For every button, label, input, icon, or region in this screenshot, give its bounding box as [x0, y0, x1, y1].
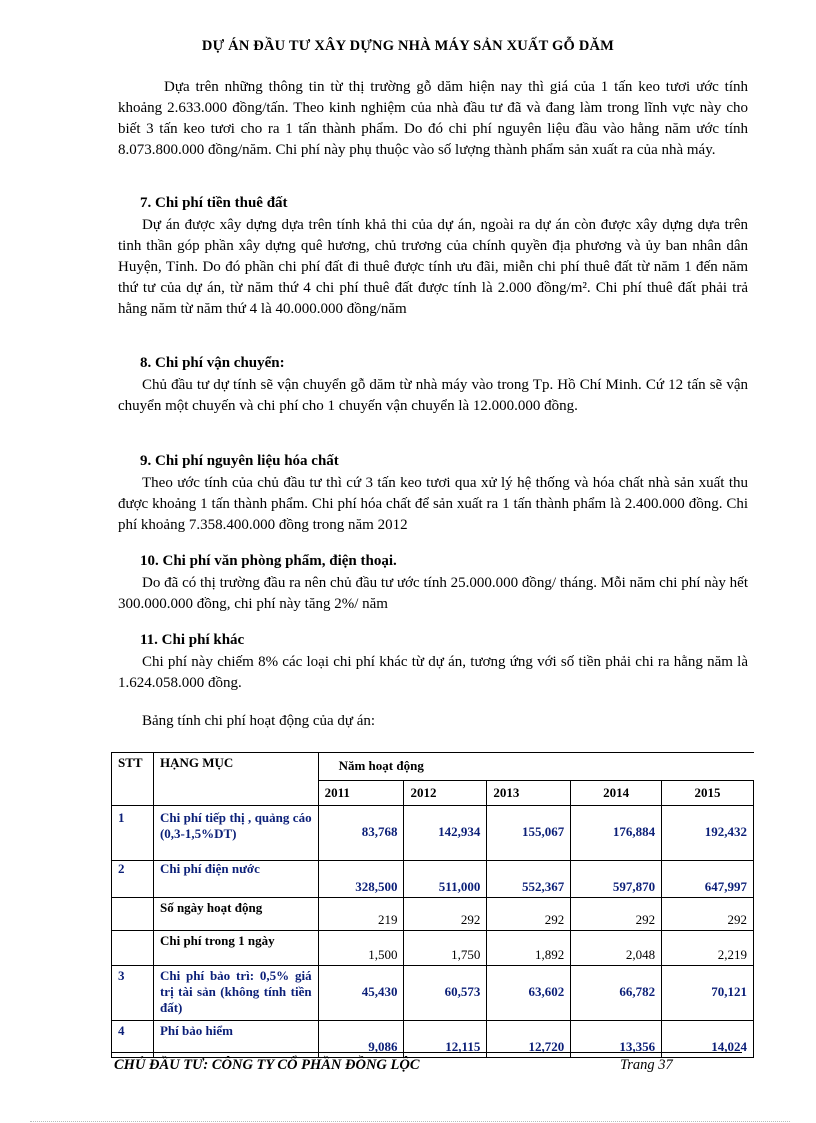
operating-cost-table — [111, 752, 754, 1058]
row-value: 63,602 — [487, 966, 571, 1021]
row-value: 155,067 — [487, 806, 571, 861]
row-value: 597,870 — [571, 861, 662, 898]
table-row — [112, 806, 754, 861]
row-value: 292 — [571, 898, 662, 931]
section-11-body: Chi phí này chiếm 8% các loại chi phí khác từ dự án, tương ứng với số tiền phải chi ra hằng năm là 1.624.058.000 đồng. — [118, 654, 748, 691]
row-value: 66,782 — [571, 966, 662, 1021]
row-value: 2,048 — [571, 931, 662, 966]
footer-investor: CHỦ ĐẦU TƯ: CÔNG TY CỔ PHẦN ĐỒNG LỘC — [114, 1057, 420, 1073]
row-value: 1,750 — [404, 931, 487, 966]
row-value: 219 — [318, 898, 404, 931]
page-edge-divider — [30, 1121, 790, 1122]
row-value: 70,121 — [662, 966, 754, 1021]
row-stt — [112, 898, 154, 931]
year-header: 2013 — [487, 780, 571, 805]
row-value: 1,500 — [318, 931, 404, 966]
row-value: 1,892 — [487, 931, 571, 966]
row-value: 45,430 — [318, 966, 404, 1021]
row-item: Số ngày hoạt động — [153, 898, 318, 931]
row-stt: 2 — [112, 861, 154, 898]
row-item: Chi phí bảo trì: 0,5% giá trị tài sản (không tính tiền đất) — [153, 966, 318, 1021]
footer-page-number: Trang 37 — [620, 1057, 673, 1073]
row-value: 142,934 — [404, 806, 487, 861]
row-value: 292 — [404, 898, 487, 931]
row-value: 552,367 — [487, 861, 571, 898]
row-value: 328,500 — [318, 861, 404, 898]
table-row — [112, 898, 754, 931]
row-stt — [112, 931, 154, 966]
row-item: Chi phí tiếp thị , quảng cáo (0,3-1,5%DT) — [153, 806, 318, 861]
year-header: 2015 — [662, 780, 754, 805]
row-value: 647,997 — [662, 861, 754, 898]
footer-divider — [112, 1052, 742, 1053]
row-item: Phí bảo hiểm — [153, 1021, 318, 1058]
year-header: 2014 — [571, 780, 662, 805]
row-value: 83,768 — [318, 806, 404, 861]
row-value: 292 — [487, 898, 571, 931]
table-row — [112, 966, 754, 1021]
col-stt-header: STT — [112, 753, 154, 806]
col-years-group-header: Năm hoạt động — [318, 753, 753, 781]
section-9-heading: 9. Chi phí nguyên liệu hóa chất — [140, 453, 339, 469]
section-7-heading: 7. Chi phí tiền thuê đất — [140, 195, 288, 211]
row-stt: 3 — [112, 966, 154, 1021]
page-header-title: DỰ ÁN ĐẦU TƯ XÂY DỰNG NHÀ MÁY SẢN XUẤT GỖ DĂM — [201, 38, 615, 54]
section-7-body: Dự án được xây dựng dựa trên tính khả thi của dự án, ngoài ra dự án còn được xây dựng dựa trên tinh thần góp phần xây dựng quê hương, chủ trương của chính quyền địa phương và ủy ban nhân dân Huyện, Tỉnh. Do đó phần chi phí đất đi thuê được tính ưu đãi, miễn chi phí thuê đất từ năm 1 đến năm thứ tư của dự án, từ năm thứ 4 chi phí thuê đất được tính là 2.000 đồng/m². Chi phí thuê đất phải trả hằng năm từ năm thứ 4 là 40.000.000 đồng/năm — [118, 217, 748, 317]
section-9-body: Theo ước tính của chủ đầu tư thì cứ 3 tấn keo tươi qua xử lý hệ thống và hóa chất nhà sản xuất thu được khoảng 1 tấn thành phẩm. Chi phí hóa chất để sản xuất ra 1 tấn thành phẩm là 2.400.000 đồng. Chi phí khoảng 7.358.400.000 đồng trong năm 2012 — [118, 475, 748, 533]
year-header: 2012 — [404, 780, 487, 805]
row-value: 14,024 — [662, 1021, 754, 1058]
col-item-header: HẠNG MỤC — [153, 753, 318, 806]
section-8-heading: 8. Chi phí vận chuyển: — [140, 355, 285, 371]
row-item: Chi phí điện nước — [153, 861, 318, 898]
year-header: 2011 — [318, 780, 404, 805]
intro-paragraph: Dựa trên những thông tin từ thị trường gỗ dăm hiện nay thì giá của 1 tấn keo tươi ước tính khoảng 2.633.000 đồng/tấn. Theo kinh nghiệm của nhà đầu tư đã và đang làm trong lĩnh vực này cho biết 3 tấn keo tươi cho ra 1 tấn thành phẩm. Do đó chi phí nguyên liệu đầu vào hằng năm ước tính 8.073.800.000 đồng/năm. Chi phí này phụ thuộc vào số lượng thành phẩm sản xuất ra của nhà máy. — [118, 79, 748, 158]
section-8-body: Chủ đầu tư dự tính sẽ vận chuyển gỗ dăm từ nhà máy vào trong Tp. Hồ Chí Minh. Cứ 12 tấn sẽ vận chuyển một chuyến và chi phí cho 1 chuyến vận chuyển là 12.000.000 đồng. — [118, 377, 748, 414]
section-10-heading: 10. Chi phí văn phòng phẩm, điện thoại. — [140, 553, 397, 569]
row-stt: 4 — [112, 1021, 154, 1058]
row-value: 176,884 — [571, 806, 662, 861]
section-10-body: Do đã có thị trường đầu ra nên chủ đầu tư ước tính 25.000.000 đồng/ tháng. Mỗi năm chi phí này hết 300.000.000 đồng, chi phí này tăng 2%/ năm — [118, 575, 748, 612]
section-11-heading: 11. Chi phí khác — [140, 632, 245, 648]
row-value: 511,000 — [404, 861, 487, 898]
row-stt: 1 — [112, 806, 154, 861]
row-item: Chi phí trong 1 ngày — [153, 931, 318, 966]
table-row — [112, 931, 754, 966]
row-value: 12,720 — [487, 1021, 571, 1058]
row-value: 13,356 — [571, 1021, 662, 1058]
row-value: 12,115 — [404, 1021, 487, 1058]
table-row — [112, 861, 754, 898]
row-value: 292 — [662, 898, 754, 931]
row-value: 60,573 — [404, 966, 487, 1021]
row-value: 9,086 — [318, 1021, 404, 1058]
row-value: 2,219 — [662, 931, 754, 966]
row-value: 192,432 — [662, 806, 754, 861]
table-intro: Bảng tính chi phí hoạt động của dự án: — [142, 713, 376, 729]
